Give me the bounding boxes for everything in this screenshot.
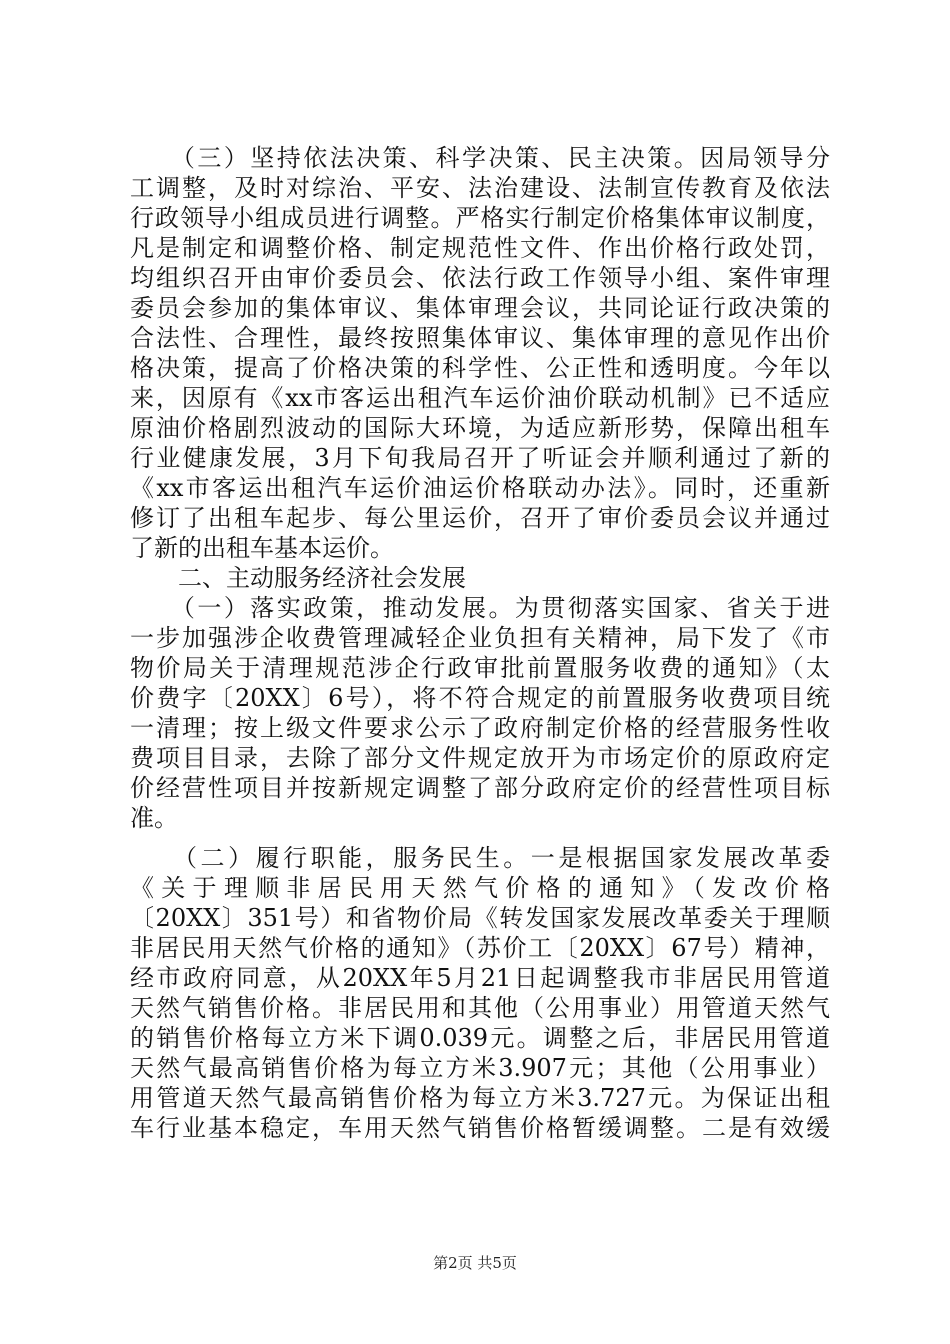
paragraph-line: 准。	[130, 804, 178, 832]
paragraph-line: 原油价格剧烈波动的国际大环境，为适应新形势，保障出租车	[130, 414, 830, 442]
paragraph-line: 工调整，及时对综治、平安、法治建设、法制宣传教育及依法	[130, 174, 830, 202]
paragraph-line: 《关于理顺非居民用天然气价格的通知》（发改价格	[130, 874, 830, 902]
paragraph-line: 委员会参加的集体审议、集体审理会议，共同论证行政决策的	[130, 294, 830, 322]
paragraph-line: 《xx市客运出租汽车运价油运价格联动办法》。同时，还重新	[130, 474, 830, 502]
paragraph-line: 格决策，提高了价格决策的科学性、公正性和透明度。今年以	[130, 354, 830, 382]
paragraph-line: 天然气销售价格。非居民用和其他（公用事业）用管道天然气	[130, 994, 830, 1022]
paragraph-line: 合法性、合理性，最终按照集体审议、集体审理的意见作出价	[130, 324, 830, 352]
paragraph-line: 车行业基本稳定，车用天然气销售价格暂缓调整。二是有效缓	[130, 1114, 830, 1142]
paragraph-line: 修订了出租车起步、每公里运价，召开了审价委员会议并通过	[130, 504, 830, 532]
paragraph-line: 价经营性项目并按新规定调整了部分政府定价的经营性项目标	[130, 774, 830, 802]
paragraph-line: （三）坚持依法决策、科学决策、民主决策。因局领导分	[130, 144, 830, 172]
paragraph-line: 天然气最高销售价格为每立方米3.907元；其他（公用事业）	[130, 1054, 830, 1082]
paragraph-line: 一清理；按上级文件要求公示了政府制定价格的经营服务性收	[130, 714, 830, 742]
paragraph-line: （二）履行职能，服务民生。一是根据国家发展改革委	[130, 844, 830, 872]
paragraph-line: 行政领导小组成员进行调整。严格实行制定价格集体审议制度，	[130, 204, 830, 232]
paragraph-line: 行业健康发展，3月下旬我局召开了听证会并顺利通过了新的	[130, 444, 830, 472]
paragraph-line: 了新的出租车基本运价。	[130, 534, 394, 562]
section-heading: 二、主动服务经济社会发展	[130, 564, 466, 592]
paragraph-line: 用管道天然气最高销售价格为每立方米3.727元。为保证出租	[130, 1084, 830, 1112]
page-number: 第2页 共5页	[433, 1254, 517, 1272]
paragraph-line: 〔20XX〕351号）和省物价局《转发国家发展改革委关于理顺	[130, 904, 830, 932]
paragraph-line: 均组织召开由审价委员会、依法行政工作领导小组、案件审理	[130, 264, 830, 292]
paragraph-line: （一）落实政策，推动发展。为贯彻落实国家、省关于进	[130, 594, 830, 622]
paragraph-line: 物价局关于清理规范涉企行政审批前置服务收费的通知》（太	[130, 654, 830, 682]
paragraph-line: 一步加强涉企收费管理减轻企业负担有关精神，局下发了《市	[130, 624, 830, 652]
paragraph-line: 价费字〔20XX〕6号），将不符合规定的前置服务收费项目统	[130, 684, 830, 712]
paragraph-line: 的销售价格每立方米下调0.039元。调整之后，非居民用管道	[130, 1024, 830, 1052]
paragraph-line: 来，因原有《xx市客运出租汽车运价油价联动机制》已不适应	[130, 384, 830, 412]
paragraph-line: 经市政府同意，从20XX年5月21日起调整我市非居民用管道	[130, 964, 830, 992]
paragraph-line: 费项目目录，去除了部分文件规定放开为市场定价的原政府定	[130, 744, 830, 772]
paragraph-line: 非居民用天然气价格的通知》（苏价工〔20XX〕67号）精神，	[130, 934, 830, 962]
paragraph-line: 凡是制定和调整价格、制定规范性文件、作出价格行政处罚，	[130, 234, 830, 262]
